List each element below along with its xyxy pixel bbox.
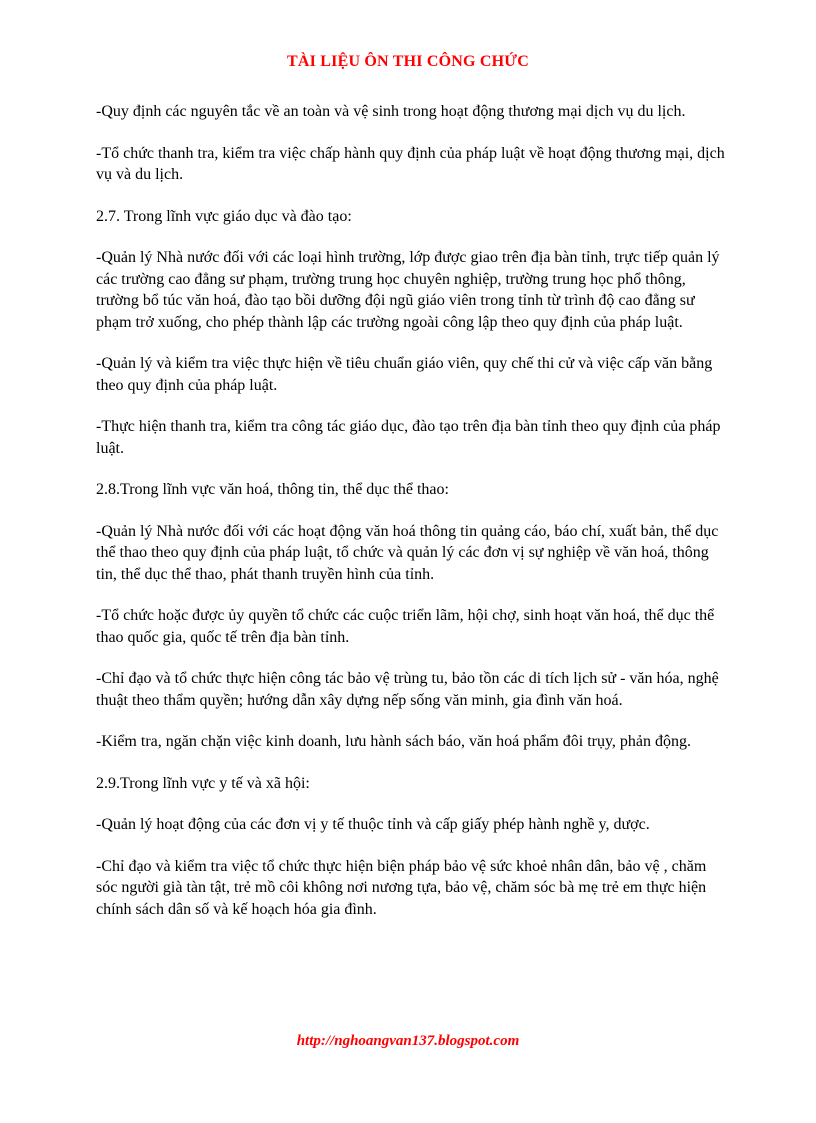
footer-blog-link[interactable]: http://nghoangvan137.blogspot.com: [296, 1033, 520, 1049]
paragraph-trade-safety: -Quy định các nguyên tắc về an toàn và vệ sinh trong hoạt động thương mại dịch vụ du lịch.: [96, 103, 686, 120]
paragraph-education-inspection: -Thực hiện thanh tra, kiểm tra công tác giáo dục, đào tạo trên địa bàn tỉnh theo quy định của pháp luật.: [96, 418, 721, 457]
paragraph-health-licensing: -Quản lý hoạt động của các đơn vị y tế thuộc tỉnh và cấp giấy phép hành nghề y, dược.: [96, 816, 650, 833]
document-body: [96, 101, 726, 940]
paragraph-education-standards: -Quản lý và kiểm tra việc thực hiện về tiêu chuẩn giáo viên, quy chế thi cử và việc cấp văn bằng theo quy định của pháp luật.: [96, 355, 713, 394]
paragraph-education-management: -Quản lý Nhà nước đối với các loại hình trường, lớp được giao trên địa bàn tỉnh, trực tiếp quản lý các trường cao đẳng sư phạm, trường trung học chuyên nghiệp, trường trung học phổ thông, trường bổ túc văn hoá, đào tạo bồi dưỡng đội ngũ giáo viên trong tỉnh từ trình độ cao đẳng sư phạm trở xuống, cho phép thành lập các trường ngoài công lập theo quy định của pháp luật.: [96, 249, 720, 331]
paragraph-culture-events: -Tổ chức hoặc được ủy quyền tổ chức các cuộc triển lãm, hội chợ, sinh hoạt văn hoá, thể dục thể thao quốc gia, quốc tế trên địa bàn tỉnh.: [96, 607, 715, 646]
section-heading-health: 2.9.Trong lĩnh vực y tế và xã hội:: [96, 774, 310, 792]
section-heading-education: 2.7. Trong lĩnh vực giáo dục và đào tạo:: [96, 207, 352, 225]
paragraph-culture-control: -Kiểm tra, ngăn chặn việc kinh doanh, lưu hành sách báo, văn hoá phẩm đôi trụy, phản động.: [96, 733, 692, 750]
page-header-title: TÀI LIỆU ÔN THI CÔNG CHỨC: [287, 53, 529, 70]
section-heading-culture: 2.8.Trong lĩnh vực văn hoá, thông tin, thể dục thể thao:: [96, 481, 449, 498]
paragraph-culture-heritage: -Chỉ đạo và tổ chức thực hiện công tác bảo vệ trùng tu, bảo tồn các di tích lịch sử - văn hóa, nghệ thuật theo thẩm quyền; hướng dẫn xây dựng nếp sống văn minh, gia đình văn hoá.: [96, 670, 719, 709]
paragraph-culture-management: -Quản lý Nhà nước đối với các hoạt động văn hoá thông tin quảng cáo, báo chí, xuất bản, thể dục thể thao theo quy định của pháp luật, tổ chức và quản lý các đơn vị sự nghiệp về văn hoá, thông tin, thể dục thể thao, phát thanh truyền hình của tỉnh.: [96, 522, 719, 583]
paragraph-health-welfare: -Chỉ đạo và kiểm tra việc tổ chức thực hiện biện pháp bảo vệ sức khoẻ nhân dân, bảo vệ , chăm sóc người già tàn tật, trẻ mồ côi không nơi nương tựa, bảo vệ, chăm sóc bà mẹ trẻ em thực hiện chính sách dân số và kế hoạch hóa gia đình.: [96, 857, 707, 918]
paragraph-trade-inspection: -Tổ chức thanh tra, kiểm tra việc chấp hành quy định của pháp luật về hoạt động thương mại, dịch vụ và du lịch.: [96, 144, 725, 183]
